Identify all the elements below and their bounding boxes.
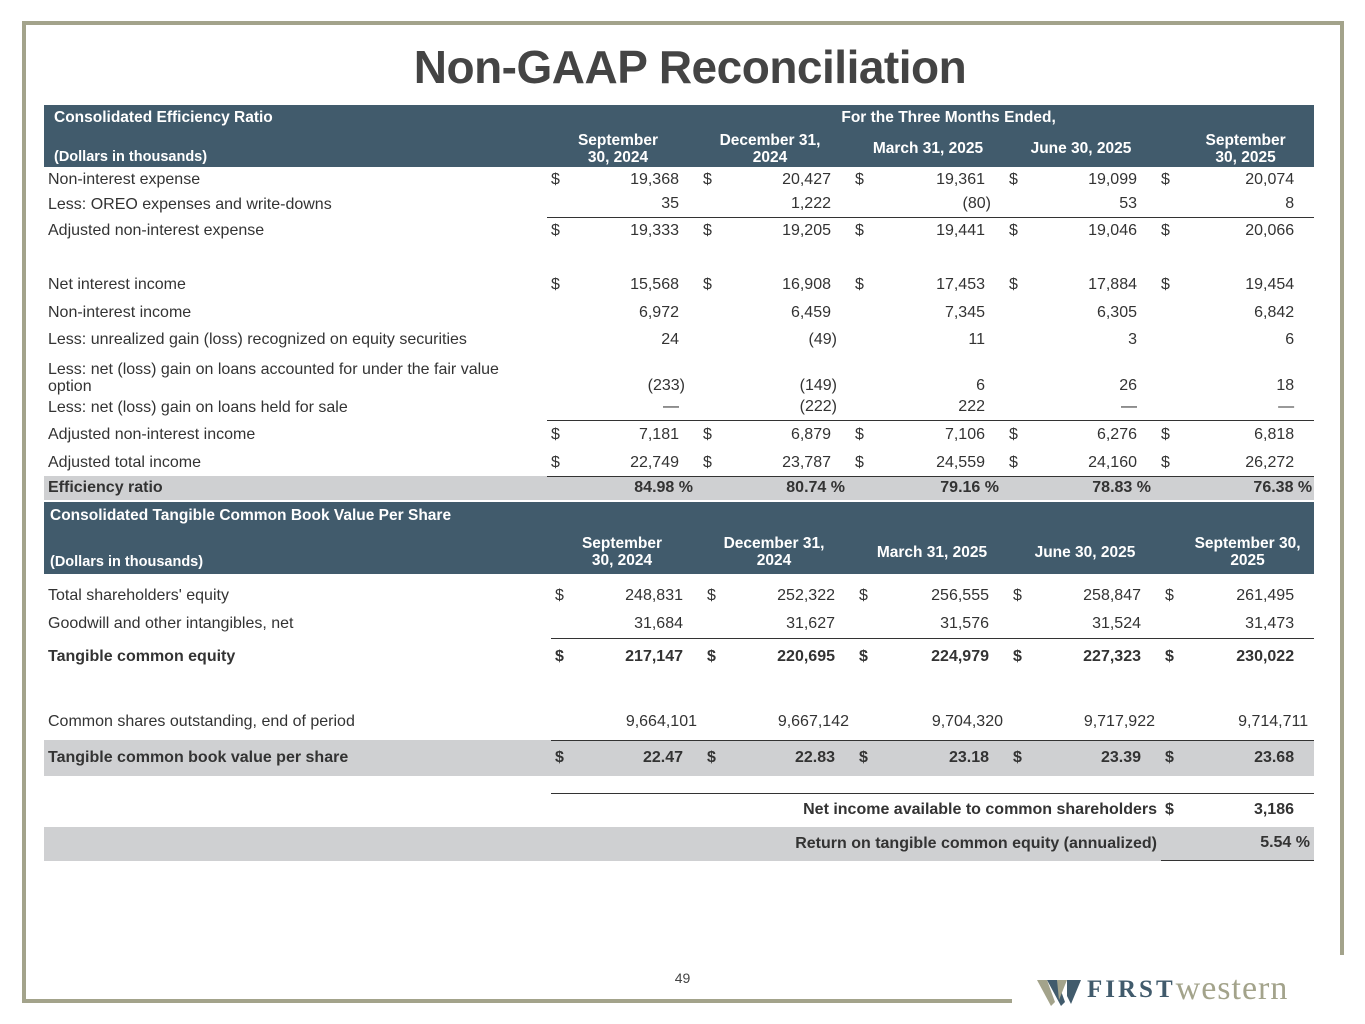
currency-symbol bbox=[547, 299, 571, 326]
cell-value: 22.47 bbox=[575, 740, 703, 776]
cell-value: 23.39 bbox=[1033, 740, 1161, 776]
cell-value: 261,495 bbox=[1236, 587, 1295, 604]
row-label: Adjusted total income bbox=[48, 454, 201, 471]
currency-symbol: $ bbox=[1009, 276, 1018, 293]
currency-symbol bbox=[547, 353, 571, 395]
currency-symbol bbox=[699, 476, 723, 500]
currency-symbol bbox=[699, 395, 723, 420]
cell-value: 19,046 bbox=[1088, 222, 1137, 240]
cell-value: 19,454 bbox=[1245, 276, 1295, 293]
frame-top-border bbox=[22, 21, 1344, 25]
cell-value: 84.98 % bbox=[571, 476, 699, 500]
cell-value: 19,361 bbox=[936, 170, 985, 188]
cell-value: 6 bbox=[976, 377, 985, 394]
cell-value: 230,022 bbox=[1236, 648, 1295, 666]
cell-value: (149) bbox=[799, 377, 837, 394]
cell-value: 7,181 bbox=[638, 426, 679, 444]
currency-symbol bbox=[699, 353, 723, 395]
currency-symbol: $ bbox=[1165, 648, 1174, 666]
cell-value: 224,979 bbox=[931, 648, 989, 666]
column-header: June 30, 2025 bbox=[1005, 130, 1157, 167]
currency-symbol bbox=[1157, 353, 1181, 395]
currency-symbol bbox=[1161, 610, 1185, 638]
currency-symbol bbox=[1005, 395, 1029, 420]
frame-left-border bbox=[22, 21, 26, 1003]
column-header: December 31, 2024 bbox=[699, 130, 851, 167]
cell-value: 19,205 bbox=[782, 222, 831, 240]
cell-value: 31,524 bbox=[1033, 610, 1161, 638]
column-header: March 31, 2025 bbox=[855, 530, 1009, 574]
currency-symbol: $ bbox=[855, 276, 864, 293]
row-label: Total shareholders' equity bbox=[48, 587, 229, 604]
cell-value: 22,749 bbox=[571, 450, 699, 476]
currency-symbol bbox=[851, 192, 875, 217]
logo-first-text: FIRST bbox=[1087, 976, 1176, 1003]
cell-value: 18 bbox=[1276, 377, 1295, 394]
column-header: September 30, 2024 bbox=[551, 530, 703, 574]
currency-symbol: $ bbox=[551, 222, 560, 240]
row-label: Non-interest income bbox=[48, 303, 192, 321]
currency-symbol: $ bbox=[1013, 648, 1022, 666]
currency-symbol: $ bbox=[703, 426, 712, 444]
cell-value: 20,066 bbox=[1245, 222, 1295, 240]
currency-symbol: $ bbox=[1013, 587, 1022, 604]
cell-value: (233) bbox=[647, 377, 685, 394]
cell-value: 20,074 bbox=[1245, 170, 1295, 188]
cell-value: 31,627 bbox=[727, 610, 855, 638]
currency-symbol bbox=[1005, 299, 1029, 326]
currency-symbol bbox=[851, 353, 875, 395]
currency-symbol: $ bbox=[707, 587, 716, 604]
cell-value: 19,368 bbox=[630, 170, 679, 188]
tangible-section-title: Consolidated Tangible Common Book Value Per Share bbox=[44, 502, 1314, 530]
currency-symbol bbox=[699, 192, 723, 217]
currency-symbol bbox=[851, 476, 875, 500]
rote-value: 5.54 % bbox=[1185, 827, 1314, 861]
currency-symbol: $ bbox=[699, 450, 723, 476]
currency-symbol bbox=[551, 610, 575, 638]
currency-symbol: $ bbox=[555, 587, 564, 604]
currency-symbol bbox=[851, 299, 875, 326]
cell-value: 53 bbox=[1029, 192, 1157, 217]
currency-symbol: $ bbox=[1157, 450, 1181, 476]
cell-value: 9,704,320 bbox=[879, 704, 1009, 740]
currency-symbol bbox=[1157, 299, 1181, 326]
page-number: 49 bbox=[674, 970, 691, 986]
net-income-label: Net income available to common shareholders bbox=[551, 794, 1161, 827]
cell-value: 6,842 bbox=[1254, 303, 1295, 321]
cell-value: 252,322 bbox=[777, 587, 835, 604]
cell-value: 8 bbox=[1181, 192, 1314, 217]
currency-symbol: $ bbox=[703, 276, 712, 293]
cell-value: 258,847 bbox=[1083, 587, 1141, 604]
cell-value: 227,323 bbox=[1083, 648, 1141, 666]
cell-value: — bbox=[1181, 395, 1314, 420]
period-group-header: For the Three Months Ended, bbox=[547, 105, 1314, 130]
currency-symbol: $ bbox=[551, 276, 560, 293]
cell-value: 9,667,142 bbox=[727, 704, 855, 740]
cell-value: (222) bbox=[723, 395, 851, 420]
currency-symbol bbox=[1009, 610, 1033, 638]
cell-value: 24,559 bbox=[875, 450, 1005, 476]
currency-symbol: $ bbox=[1009, 170, 1018, 188]
currency-symbol bbox=[551, 704, 575, 740]
row-label: Less: net (loss) gain on loans accounted for under the fair value option bbox=[48, 361, 499, 395]
currency-symbol bbox=[855, 704, 879, 740]
currency-symbol bbox=[699, 299, 723, 326]
currency-symbol: $ bbox=[1161, 794, 1185, 827]
cell-value: 26,272 bbox=[1181, 450, 1314, 476]
currency-symbol: $ bbox=[1009, 740, 1033, 776]
logo-w-mark-icon bbox=[1037, 978, 1081, 1008]
cell-value: 248,831 bbox=[625, 587, 683, 604]
currency-symbol bbox=[703, 704, 727, 740]
cell-value: 35 bbox=[571, 192, 699, 217]
tangible-units: (Dollars in thousands) bbox=[44, 530, 551, 574]
currency-symbol bbox=[547, 192, 571, 217]
row-label: Non-interest expense bbox=[48, 170, 201, 188]
currency-symbol: $ bbox=[703, 170, 712, 188]
cell-value: 6,276 bbox=[1096, 426, 1137, 444]
cell-value: (49) bbox=[808, 330, 837, 348]
cell-value: 11 bbox=[968, 330, 985, 348]
currency-symbol bbox=[1157, 476, 1181, 500]
row-label: Adjusted non-interest expense bbox=[48, 222, 265, 239]
currency-symbol bbox=[1005, 353, 1029, 395]
row-label: Tangible common book value per share bbox=[44, 740, 551, 776]
cell-value: 79.16 % bbox=[875, 476, 1005, 500]
cell-value: 6,818 bbox=[1254, 426, 1295, 444]
row-label: Goodwill and other intangibles, net bbox=[48, 615, 294, 632]
cell-value: 6,305 bbox=[1096, 303, 1137, 321]
cell-value: 31,576 bbox=[879, 610, 1009, 638]
currency-symbol: $ bbox=[1161, 170, 1170, 188]
currency-symbol bbox=[855, 610, 879, 638]
cell-value: 6 bbox=[1285, 330, 1295, 348]
company-logo bbox=[1037, 968, 1288, 1008]
currency-symbol: $ bbox=[707, 648, 716, 666]
currency-symbol: $ bbox=[855, 222, 864, 240]
currency-symbol bbox=[547, 476, 571, 500]
column-header: June 30, 2025 bbox=[1009, 530, 1161, 574]
row-label: Common shares outstanding, end of period bbox=[48, 713, 355, 730]
currency-symbol bbox=[1161, 704, 1185, 740]
currency-symbol: $ bbox=[1005, 450, 1029, 476]
currency-symbol bbox=[1005, 476, 1029, 500]
cell-value: 7,106 bbox=[944, 426, 985, 444]
cell-value: 9,717,922 bbox=[1033, 704, 1161, 740]
cell-value: — bbox=[1029, 395, 1157, 420]
row-label: Less: unrealized gain (loss) recognized on equity securities bbox=[48, 330, 467, 348]
currency-symbol: $ bbox=[1161, 222, 1170, 240]
cell-value: 220,695 bbox=[777, 648, 835, 666]
row-label: Efficiency ratio bbox=[44, 476, 547, 500]
frame-right-border bbox=[1340, 21, 1344, 955]
cell-value: 222 bbox=[875, 395, 1005, 420]
column-header: September 30, 2025 bbox=[1161, 530, 1314, 574]
frame-bottom-border bbox=[22, 999, 1012, 1003]
currency-symbol bbox=[851, 395, 875, 420]
currency-symbol: $ bbox=[851, 450, 875, 476]
currency-symbol bbox=[1157, 395, 1181, 420]
row-label: Less: OREO expenses and write-downs bbox=[48, 195, 332, 213]
currency-symbol: $ bbox=[1161, 740, 1185, 776]
currency-symbol bbox=[851, 326, 875, 353]
column-header: December 31, 2024 bbox=[703, 530, 855, 574]
cell-value: (80) bbox=[875, 192, 1005, 217]
currency-symbol: $ bbox=[551, 740, 575, 776]
row-label: Less: net (loss) gain on loans held for sale bbox=[48, 398, 348, 416]
net-income-value: 3,186 bbox=[1185, 794, 1314, 827]
cell-value: 20,427 bbox=[782, 170, 831, 188]
column-header: September 30, 2025 bbox=[1157, 130, 1314, 167]
cell-value: — bbox=[571, 395, 699, 420]
efficiency-units: (Dollars in thousands) bbox=[44, 130, 547, 167]
efficiency-ratio-table bbox=[44, 105, 1314, 500]
currency-symbol bbox=[547, 326, 571, 353]
currency-symbol: $ bbox=[547, 450, 571, 476]
row-label: Tangible common equity bbox=[48, 648, 236, 665]
cell-value: 6,459 bbox=[790, 303, 831, 321]
currency-symbol: $ bbox=[1161, 426, 1170, 444]
logo-western-text: western bbox=[1175, 970, 1289, 1007]
cell-value: 22.83 bbox=[727, 740, 855, 776]
tangible-book-value-table bbox=[44, 502, 1314, 776]
currency-symbol: $ bbox=[1165, 587, 1174, 604]
currency-symbol bbox=[699, 326, 723, 353]
currency-symbol: $ bbox=[703, 740, 727, 776]
cell-value: 19,333 bbox=[630, 222, 679, 240]
cell-value: 256,555 bbox=[931, 587, 989, 604]
row-label: Adjusted non-interest income bbox=[48, 426, 256, 443]
cell-value: 19,099 bbox=[1088, 170, 1137, 188]
cell-value: 6,972 bbox=[638, 303, 679, 321]
return-on-tangible-equity-table bbox=[44, 793, 1314, 861]
currency-symbol bbox=[703, 610, 727, 638]
cell-value: 76.38 % bbox=[1181, 476, 1314, 500]
currency-symbol: $ bbox=[551, 170, 560, 188]
cell-value: 23,787 bbox=[723, 450, 851, 476]
column-header: September 30, 2024 bbox=[547, 130, 699, 167]
cell-value: 6,879 bbox=[790, 426, 831, 444]
currency-symbol bbox=[1157, 192, 1181, 217]
cell-value: 26 bbox=[1119, 377, 1137, 394]
efficiency-section-title: Consolidated Efficiency Ratio bbox=[44, 105, 547, 130]
cell-value: 23.68 bbox=[1185, 740, 1314, 776]
cell-value: 78.83 % bbox=[1029, 476, 1157, 500]
cell-value: 7,345 bbox=[944, 303, 985, 321]
currency-symbol bbox=[1157, 326, 1181, 353]
currency-symbol: $ bbox=[1009, 426, 1018, 444]
page-title: Non-GAAP Reconciliation bbox=[413, 41, 967, 93]
cell-value: 16,908 bbox=[782, 276, 831, 293]
currency-symbol: $ bbox=[555, 648, 564, 666]
cell-value: 19,441 bbox=[936, 222, 985, 240]
cell-value: 17,453 bbox=[936, 276, 985, 293]
currency-symbol: $ bbox=[855, 170, 864, 188]
cell-value: 217,147 bbox=[625, 648, 683, 666]
currency-symbol: $ bbox=[859, 587, 868, 604]
currency-symbol bbox=[547, 395, 571, 420]
rote-label: Return on tangible common equity (annualized) bbox=[551, 827, 1161, 861]
currency-symbol: $ bbox=[859, 648, 868, 666]
currency-symbol bbox=[1009, 704, 1033, 740]
currency-symbol: $ bbox=[703, 222, 712, 240]
currency-symbol: $ bbox=[1009, 222, 1018, 240]
cell-value: 31,473 bbox=[1185, 610, 1314, 638]
cell-value: 80.74 % bbox=[723, 476, 851, 500]
currency-symbol: $ bbox=[551, 426, 560, 444]
cell-value: 24 bbox=[661, 330, 679, 348]
cell-value: 17,884 bbox=[1088, 276, 1137, 293]
cell-value: 1,222 bbox=[723, 192, 851, 217]
currency-symbol bbox=[1005, 192, 1029, 217]
row-label: Net interest income bbox=[48, 276, 186, 293]
cell-value: 3 bbox=[1128, 330, 1137, 348]
column-header: March 31, 2025 bbox=[851, 130, 1005, 167]
cell-value: 9,714,711 bbox=[1185, 704, 1314, 740]
currency-symbol bbox=[1005, 326, 1029, 353]
currency-symbol: $ bbox=[855, 426, 864, 444]
currency-symbol: $ bbox=[1161, 276, 1170, 293]
cell-value: 15,568 bbox=[630, 276, 679, 293]
currency-symbol: $ bbox=[855, 740, 879, 776]
cell-value: 24,160 bbox=[1029, 450, 1157, 476]
cell-value: 31,684 bbox=[575, 610, 703, 638]
cell-value: 23.18 bbox=[879, 740, 1009, 776]
cell-value: 9,664,101 bbox=[575, 704, 703, 740]
